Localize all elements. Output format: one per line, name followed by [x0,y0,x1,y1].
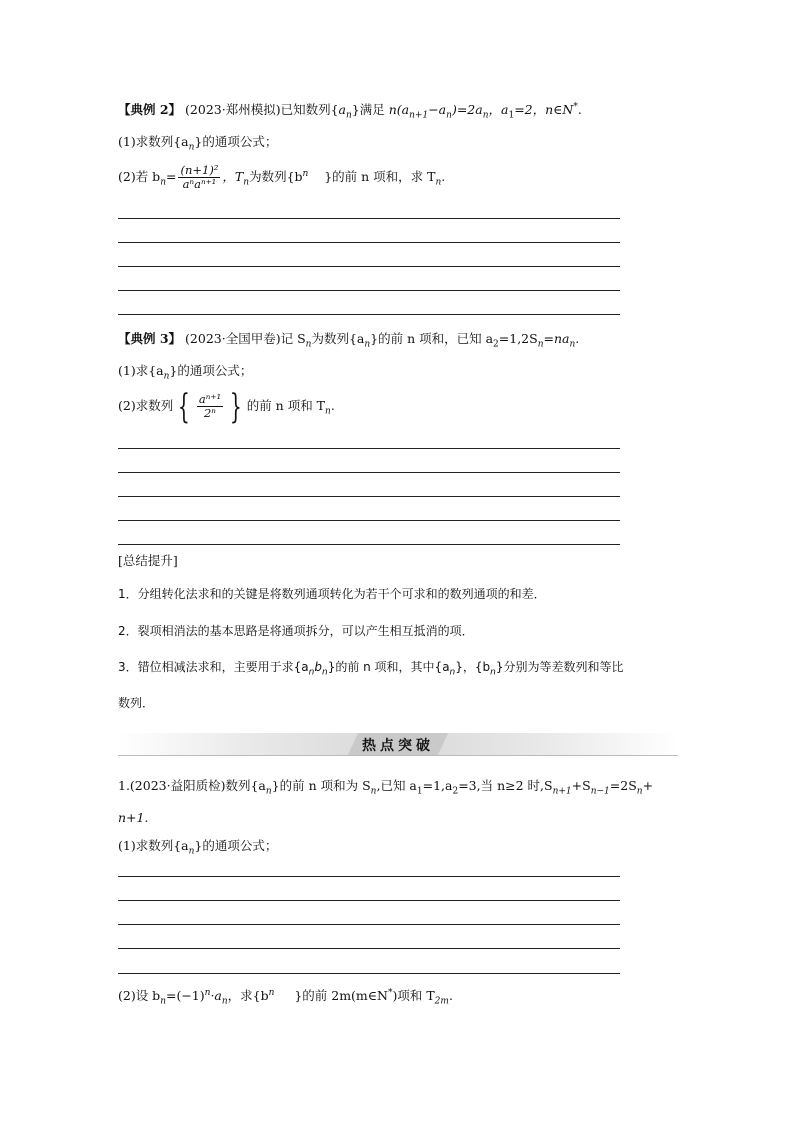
text: . [577,102,582,117]
text: }的前 n 项和为 S [271,778,371,793]
text: }的前 n 项和，已知 a [370,331,494,346]
sup: n [204,987,211,998]
hot-problem-1-stem-cont: n+1. [118,810,149,825]
frac-num: (n+1)² [180,163,219,177]
sub: 2 [493,339,499,350]
right-brace: } [229,386,242,427]
example-2-q2 [118,164,445,191]
text: 的前 n 项和 T [246,398,326,413]
text: −a [428,102,447,117]
sub: 1 [508,110,515,121]
sub: n+1 [409,110,429,121]
sub: n [490,667,496,678]
text: 已知数列{ [280,102,339,117]
sub: n [364,339,371,350]
text: =1,2S [498,331,538,346]
section-banner [118,733,678,755]
answer-line [118,266,620,267]
sub: n [160,996,166,1007]
text: )项和 T [392,988,435,1003]
text: )=2a [451,102,483,117]
text: =(−1) [165,988,205,1003]
sub: n [188,142,195,153]
text: }的通项公式； [194,134,278,149]
text: }分别为等差数列和等比 [495,660,624,674]
text: . [441,169,446,184]
text: =1,a [422,778,453,793]
answer-line [118,876,620,877]
fraction [197,393,223,420]
answer-line [118,973,620,974]
sub: n [636,786,643,797]
sub: n [537,339,544,350]
sup: n [302,168,309,179]
example-2-tag: 【典例 2】 [118,102,182,117]
sub: n+1 [552,786,572,797]
text: }的前 n 项和，其中{a [327,660,450,674]
sub: n [188,846,195,857]
text: (1)求数列{a [118,134,189,149]
example-3-source: (2023·全国甲卷) [185,331,281,346]
text: 为数列{a [311,331,365,346]
text: }的前 n 项和，求 T [324,169,436,184]
text: }满足 [351,102,389,117]
example-2-stem [118,101,582,121]
sub: n [221,996,228,1007]
text: ，a [488,102,509,117]
sup: * [573,101,578,112]
sub: 2 [452,786,459,797]
section-banner-title: 热点突破 [362,738,434,754]
text: . [330,398,335,413]
sub: n [321,667,328,678]
frac-den: aⁿaⁿ⁺¹ [182,177,217,191]
sub: n [243,177,250,188]
sub: n−1 [590,786,610,797]
sub: n [265,786,272,797]
summary-point-1: 1．分组转化法求和的关键是将数列通项转化为若干个可求和的数列通项的和差． [118,587,546,601]
text: . [575,331,580,346]
sup: * [387,987,393,998]
text: }的前 2m(m∈N [294,988,388,1003]
sub: 1 [416,786,423,797]
text: (2)设 b [118,988,161,1003]
var: $a_n$ [338,102,352,121]
text: ，T [222,169,244,184]
answer-line [118,948,620,949]
text: }的通项公式； [169,363,253,378]
text: 为数列{b [249,169,303,184]
text: + [642,778,654,793]
hot-problem-1-q2 [118,987,453,1007]
text: = [165,169,177,184]
sub: 2m [434,996,449,1007]
text: (1)求{a [118,363,164,378]
text: b [314,660,322,674]
text: . [448,988,453,1003]
text: (1)求数列{a [118,838,189,853]
text: ，求{b [227,988,269,1003]
text: =2，n∈N [514,102,574,117]
answer-line [118,218,620,219]
answer-line [118,924,620,925]
answer-line [118,900,620,901]
sub: n [346,110,352,121]
text: +S [571,778,591,793]
sub: n [569,339,576,350]
text: (2)若 b [118,169,161,184]
sup: n [268,987,275,998]
text: }的通项公式； [194,838,278,853]
summary-title: [总结提升] [118,553,178,568]
answer-line [118,314,620,315]
text: 1.(2023·益阳质检)数列{a [118,778,266,793]
sub: n [160,177,166,188]
sub: n [435,177,442,188]
sub: n [163,371,170,382]
hot-problem-1-q1 [118,838,278,857]
text: =3,当 n≥2 时,S [458,778,553,793]
fraction [178,164,220,191]
text: n(a [388,102,410,117]
answer-line [118,290,620,291]
left-brace: { [178,386,190,427]
text: ·a [210,988,222,1003]
sub: n [325,406,331,417]
summary-point-2: 2．裂项相消法的基本思路是将通项拆分，可以产生相互抵消的项． [118,624,474,638]
text: }，{b [455,660,491,674]
example-3-q2 [118,386,335,426]
answer-line [118,520,620,521]
example-3-stem [118,331,580,350]
example-2-source: (2023·郑州模拟) [185,102,281,117]
example-3-tag: 【典例 3】 [118,331,182,346]
text: =2S [609,778,637,793]
frac-num: aⁿ⁺¹ [198,392,222,406]
sub: n [305,339,312,350]
text: 3．错位相减法求和，主要用于求{a [118,660,309,674]
sub: n [308,667,315,678]
text: =na [543,331,570,346]
summary-point-3 [118,659,624,678]
sub: n [449,667,456,678]
example-2-q1 [118,134,278,153]
answer-line [118,472,620,473]
answer-line [118,448,620,449]
sub: n [446,110,452,121]
text: ,已知 a [376,778,417,793]
answer-line [118,544,620,545]
example-3-q1 [118,363,253,382]
frac-den: 2ⁿ [203,406,216,420]
summary-point-3-cont: 数列． [118,696,155,710]
hot-problem-1-stem [118,778,654,797]
sub: n [482,110,489,121]
text: 记 S [280,331,306,346]
sub: n [370,786,377,797]
answer-line [118,242,620,243]
answer-line [118,496,620,497]
banner-underline [118,755,678,756]
text: (2)求数列 [118,398,174,413]
